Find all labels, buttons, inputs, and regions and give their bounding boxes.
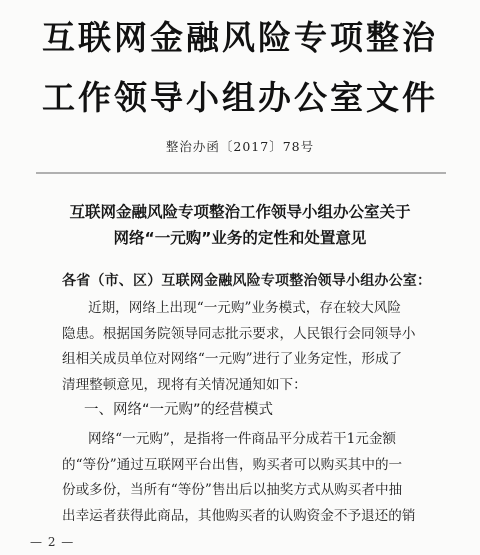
paragraph-line: 组相关成员单位对网络“一元购”进行了业务定性，形成了 [62, 351, 403, 367]
document-title-line-1: 互联网金融风险专项整治工作领导小组办公室关于 [69, 203, 411, 221]
document-number: 整治办函〔2017〕78号 [165, 139, 315, 154]
intro-paragraph [62, 296, 454, 398]
paragraph-line: 隐患。根据国务院领导同志批示要求，人民银行会同领导小 [62, 325, 416, 342]
document-header [0, 8, 480, 120]
paragraph-line: 份或多份，当所有“等份”售出后以抽奖方式从购买者中抽 [62, 482, 403, 498]
recipient-line: 各省（市、区）互联网金融风险专项整治领导小组办公室： [62, 273, 432, 289]
header-line-1: 互联网金融风险专项整治 [42, 18, 438, 57]
paragraph-line: 网络“一元购”，是指将一件商品平分成若干1元金额 [88, 431, 397, 447]
paragraph-line: 近期，网络上出现“一元购”业务模式，存在较大风险 [88, 300, 401, 316]
paragraph-line: 出幸运者获得此商品，其他购买者的认购资金不予退还的销 [62, 507, 416, 524]
document-title-line-2: 网络“一元购”业务的定性和处置意见 [113, 229, 367, 247]
paragraph-line: 清理整顿意见，现将有关情况通知如下： [62, 376, 307, 393]
page-number: — 2 — [30, 535, 75, 549]
paragraph-line: 的“等份”通过互联网平台出售，购买者可以购买其中的一 [62, 456, 403, 473]
section-heading-1: 一、网络“一元购”的经营模式 [84, 402, 274, 418]
header-divider [36, 172, 446, 174]
section-1-paragraph [62, 427, 454, 529]
header-line-2: 工作领导小组办公室文件 [42, 78, 438, 117]
